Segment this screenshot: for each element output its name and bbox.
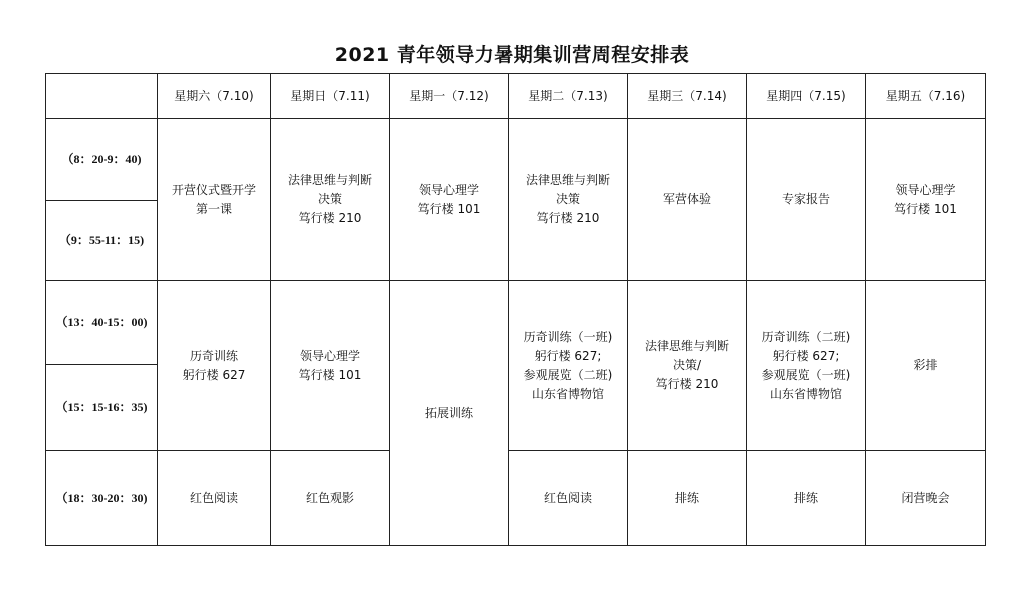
schedule-table	[45, 73, 986, 546]
time-slot: （8：20-9：40)	[46, 119, 158, 201]
session-text: 决策	[317, 192, 342, 206]
session-cell	[866, 281, 986, 451]
day-header: 星期日（7.11)	[271, 74, 390, 119]
session-text: 拓展训练	[424, 405, 473, 420]
session-cell: 排练	[747, 451, 866, 546]
schedule-row	[46, 119, 986, 201]
session-cell	[158, 119, 271, 281]
session-text: 领导心理学	[299, 348, 360, 363]
session-text: 法律思维与判断	[287, 173, 372, 187]
schedule-row	[46, 281, 986, 365]
session-text: 历奇训练（二班)	[761, 329, 851, 344]
session-cell	[509, 119, 628, 281]
session-cell	[271, 119, 390, 281]
schedule-row	[46, 451, 986, 546]
session-text: 参观展览（二班)	[523, 367, 613, 382]
time-slot: （13：40-15：00)	[46, 281, 158, 365]
session-cell: 排练	[628, 451, 747, 546]
time-slot: （15：15-16：35)	[46, 365, 158, 451]
session-text: 笃行楼 101	[417, 201, 481, 216]
session-cell	[390, 119, 509, 281]
session-cell: 红色阅读	[158, 451, 271, 546]
session-cell	[747, 119, 866, 281]
session-text: 躬行楼 627;	[772, 348, 840, 363]
day-header: 星期二（7.13)	[509, 74, 628, 119]
time-slot: （9：55-11：15)	[46, 201, 158, 281]
session-text: 决策	[555, 192, 580, 206]
session-cell: 闭营晚会	[866, 451, 986, 546]
time-slot: （18：30-20：30)	[46, 451, 158, 546]
session-text: 历奇训练（一班)	[523, 329, 613, 344]
session-text: 笃行楼 101	[894, 201, 957, 216]
session-text: 法律思维与判断	[525, 173, 610, 187]
session-text: 决策/	[672, 358, 702, 372]
day-header: 星期五（7.16)	[866, 74, 986, 119]
day-header: 星期一（7.12)	[390, 74, 509, 119]
session-cell	[390, 281, 509, 546]
session-cell: 红色观影	[271, 451, 390, 546]
day-header: 星期四（7.15)	[747, 74, 866, 119]
session-text: 躬行楼 627	[182, 367, 246, 382]
session-text: 法律思维与判断	[644, 339, 729, 353]
session-text: 笃行楼 210	[655, 377, 719, 391]
session-text: 山东省博物馆	[531, 386, 604, 401]
session-text: 军营体验	[662, 192, 711, 206]
session-cell	[628, 281, 747, 451]
header-row	[46, 74, 986, 119]
day-header: 星期三（7.14)	[628, 74, 747, 119]
day-header: 星期六（7.10)	[158, 74, 271, 119]
session-text: 领导心理学	[895, 182, 956, 197]
session-text: 笃行楼 210	[298, 211, 362, 225]
session-cell	[271, 281, 390, 451]
session-text: 历奇训练	[189, 348, 238, 363]
session-text: 山东省博物馆	[769, 386, 842, 401]
session-text: 彩排	[913, 358, 938, 372]
session-text: 开营仪式暨开学	[171, 182, 256, 197]
session-cell	[866, 119, 986, 281]
session-cell	[747, 281, 866, 451]
session-text: 参观展览（一班)	[761, 367, 851, 382]
session-text: 专家报告	[781, 192, 830, 206]
session-text: 躬行楼 627;	[534, 348, 602, 363]
session-cell	[509, 281, 628, 451]
session-text: 领导心理学	[418, 182, 479, 197]
page-title: 2021 青年领导力暑期集训营周程安排表	[334, 44, 690, 66]
session-text: 第一课	[195, 201, 232, 216]
session-cell	[628, 119, 747, 281]
session-text: 笃行楼 101	[298, 367, 362, 382]
corner-cell	[46, 74, 158, 119]
session-text: 笃行楼 210	[536, 211, 600, 225]
session-cell	[158, 281, 271, 451]
session-cell: 红色阅读	[509, 451, 628, 546]
